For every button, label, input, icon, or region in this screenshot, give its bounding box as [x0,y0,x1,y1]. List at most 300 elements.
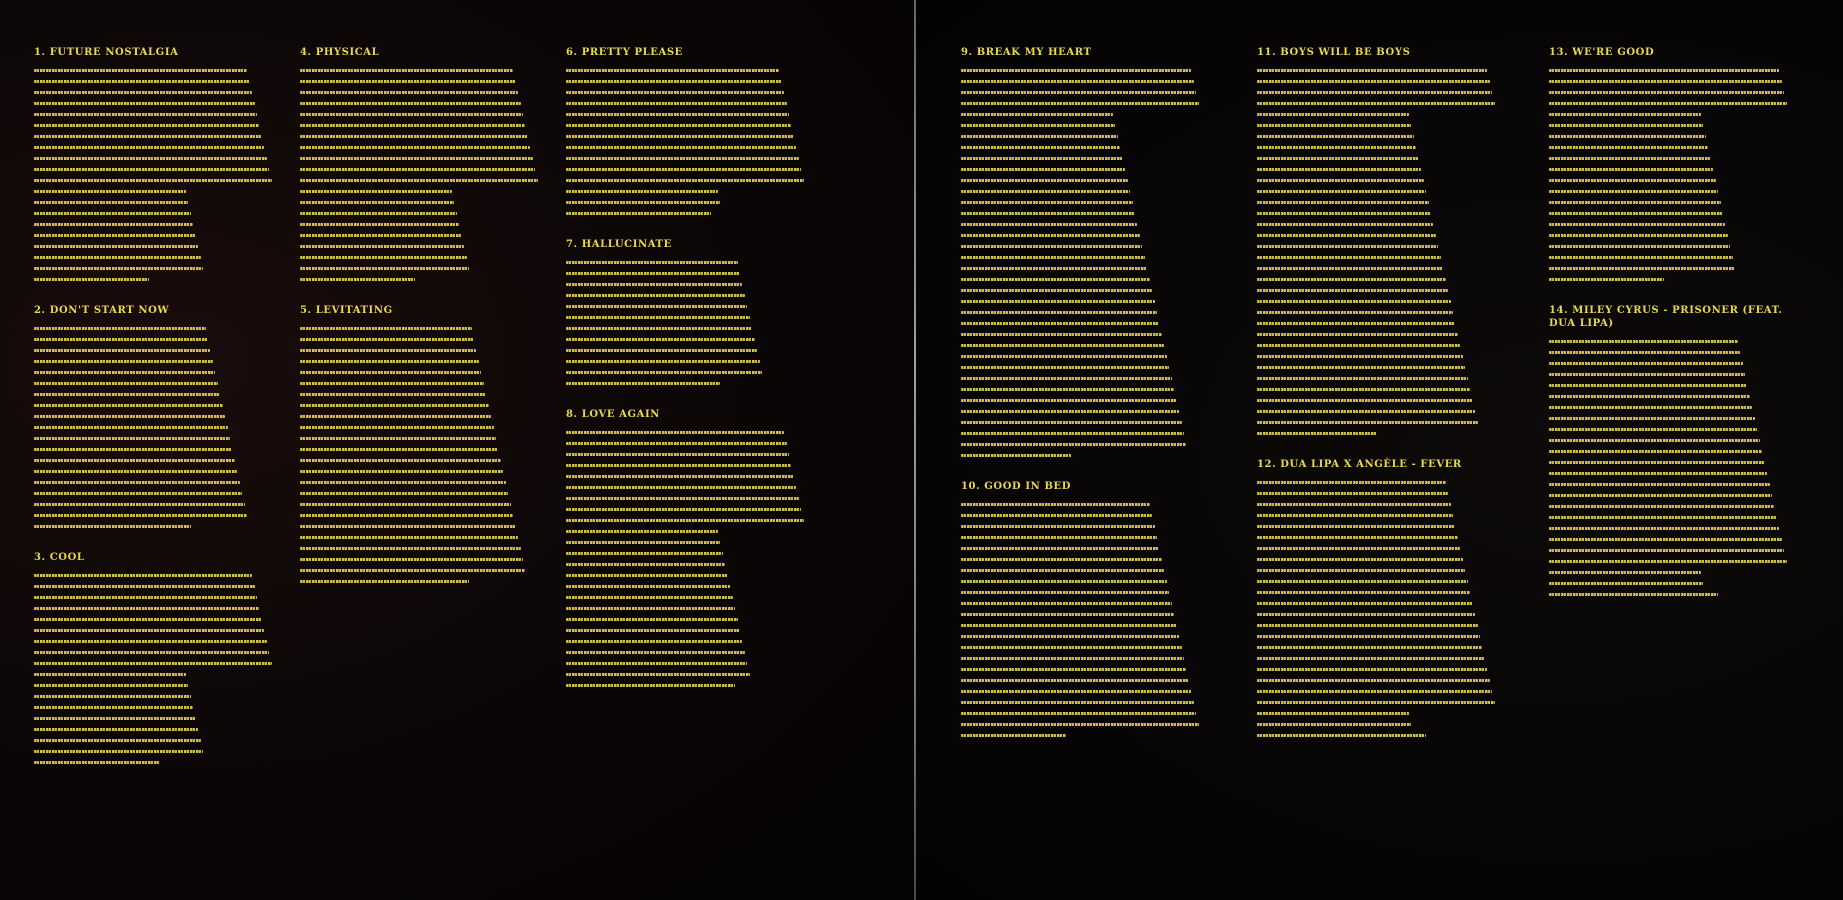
credit-line [34,478,279,487]
credit-line [300,566,545,575]
credit-line [34,220,279,229]
credit-line [1549,143,1794,152]
credit-line [1257,352,1502,361]
credit-line [1549,176,1794,185]
credit-line [34,456,279,465]
credit-line [566,538,811,547]
credit-line [34,132,279,141]
credit-line [300,275,545,284]
credit-line [961,275,1206,284]
credit-line [961,352,1206,361]
credit-line [34,143,279,152]
credit-line [566,582,811,591]
credit-line [1257,522,1502,531]
credit-line [961,253,1206,262]
credit-line [34,703,279,712]
left-column-1 [34,46,279,787]
credit-line [1257,308,1502,317]
credit-line [300,379,545,388]
track-title: 3. COOL [34,552,85,563]
credit-lines [300,66,545,284]
credit-lines [961,500,1206,740]
credit-line [300,335,545,344]
credit-line [34,626,279,635]
credit-line [961,687,1206,696]
credit-line [961,66,1206,75]
credit-line [1257,198,1502,207]
credit-line [961,165,1206,174]
credit-line [1257,533,1502,542]
credit-line [1549,370,1794,379]
credit-line [961,588,1206,597]
credit-line [566,494,811,503]
credit-line [961,407,1206,416]
credit-line [34,357,279,366]
credit-line [1257,88,1502,97]
credit-line [1257,489,1502,498]
credit-line [1257,643,1502,652]
credit-line [34,522,279,531]
credit-line [566,280,811,289]
credit-line [300,198,545,207]
credit-line [1549,458,1794,467]
credit-line [1549,469,1794,478]
track-title: 11. BOYS WILL BE BOYS [1257,47,1411,58]
credit-line [1549,209,1794,218]
credit-line [566,132,811,141]
credit-line [961,632,1206,641]
credit-line [1257,77,1502,86]
credit-line [566,527,811,536]
credit-line [961,599,1206,608]
credit-line [1257,209,1502,218]
left-column-2 [300,46,545,606]
credit-line [961,676,1206,685]
credit-line [34,401,279,410]
track-title: 8. LOVE AGAIN [566,409,661,420]
credit-line [1549,414,1794,423]
credit-line [1257,220,1502,229]
credit-line [34,275,279,284]
credit-line [961,511,1206,520]
credit-line [34,88,279,97]
credit-line [300,368,545,377]
credit-line [1257,709,1502,718]
track-title: 5. LEVITATING [300,305,393,316]
credit-line [566,110,811,119]
credit-line [34,445,279,454]
credit-line [961,99,1206,108]
credit-line [1549,264,1794,273]
credit-line [1257,143,1502,152]
credit-line [961,451,1206,460]
credit-line [961,319,1206,328]
credit-line [566,302,811,311]
credit-line [961,533,1206,542]
credit-line [1257,286,1502,295]
credit-line [566,66,811,75]
credit-line [34,154,279,163]
credit-line [961,643,1206,652]
credit-line [961,143,1206,152]
credit-line [1549,231,1794,240]
credit-line [566,313,811,322]
credit-line [566,187,811,196]
credit-line [1549,242,1794,251]
credit-line [34,121,279,130]
credit-lines [1549,66,1794,284]
credit-line [961,187,1206,196]
credit-line [961,297,1206,306]
credit-line [34,648,279,657]
track-credits [34,46,279,284]
credit-line [34,571,279,580]
credit-line [961,132,1206,141]
credit-line [300,434,545,443]
credit-line [1257,154,1502,163]
credit-line [34,253,279,262]
right-column-1 [961,46,1206,760]
credit-line [34,511,279,520]
credit-line [1257,698,1502,707]
credit-lines [1549,337,1794,599]
credit-line [566,593,811,602]
credit-line [566,209,811,218]
credit-line [1257,511,1502,520]
credit-line [961,231,1206,240]
credit-line [566,516,811,525]
credit-line [566,269,811,278]
credit-line [1549,121,1794,130]
credit-line [1257,544,1502,553]
credit-line [961,121,1206,130]
credit-line [1257,264,1502,273]
credit-line [566,648,811,657]
credit-line [1257,297,1502,306]
credit-line [961,665,1206,674]
credit-line [961,555,1206,564]
credit-line [1257,478,1502,487]
credit-line [1257,121,1502,130]
credit-line [1257,110,1502,119]
credit-line [1549,491,1794,500]
credit-line [34,165,279,174]
track-credits [34,304,279,531]
credit-line [566,379,811,388]
credit-line [300,187,545,196]
credit-line [34,412,279,421]
credit-line [34,324,279,333]
credit-line [566,626,811,635]
credit-line [961,264,1206,273]
credit-line [300,176,545,185]
credit-line [1257,330,1502,339]
track-title: 14. MILEY CYRUS - PRISONER (FEAT. DUA LIPA) [1549,305,1783,329]
credit-line [1549,590,1794,599]
right-page [915,0,1843,900]
credit-line [961,341,1206,350]
credit-line [566,571,811,580]
credit-line [961,308,1206,317]
credit-line [34,77,279,86]
credit-line [300,66,545,75]
credit-line [34,99,279,108]
credit-line [566,637,811,646]
credit-line [34,747,279,756]
credit-line [300,231,545,240]
credit-line [961,77,1206,86]
credit-line [34,758,279,767]
credit-line [1549,425,1794,434]
credit-line [1257,500,1502,509]
credit-line [34,66,279,75]
credit-line [566,670,811,679]
credit-line [961,88,1206,97]
credit-line [1257,665,1502,674]
credit-line [1549,198,1794,207]
credit-line [1257,341,1502,350]
credit-line [300,242,545,251]
credit-line [300,412,545,421]
credit-line [300,253,545,262]
credit-line [1257,275,1502,284]
credit-line [300,88,545,97]
credit-line [300,132,545,141]
track-title: 7. HALLUCINATE [566,239,672,250]
credit-line [1257,632,1502,641]
credit-line [961,440,1206,449]
credit-line [1257,231,1502,240]
credit-line [34,692,279,701]
credit-lines [566,258,811,388]
track-credits [566,46,811,218]
credit-line [1549,165,1794,174]
credit-line [961,654,1206,663]
credit-line [1257,687,1502,696]
credit-line [34,379,279,388]
credit-line [1257,720,1502,729]
credit-line [1549,187,1794,196]
credit-lines [961,66,1206,460]
credit-line [34,489,279,498]
credit-line [300,577,545,586]
credit-line [961,110,1206,119]
credit-line [34,264,279,273]
credit-line [566,368,811,377]
credit-line [566,615,811,624]
credit-line [961,720,1206,729]
credit-line [961,286,1206,295]
credit-line [1549,436,1794,445]
track-title: 13. WE'RE GOOD [1549,47,1655,58]
credit-line [566,154,811,163]
credit-line [1549,535,1794,544]
credit-line [566,99,811,108]
credit-line [961,154,1206,163]
credit-line [300,423,545,432]
credit-line [34,242,279,251]
credit-line [961,610,1206,619]
credit-line [566,450,811,459]
credit-line [34,209,279,218]
credit-line [34,187,279,196]
credit-line [34,390,279,399]
credit-line [1549,110,1794,119]
credit-line [961,418,1206,427]
credit-line [566,77,811,86]
credit-line [300,500,545,509]
credit-line [1257,99,1502,108]
track-credits [566,408,811,690]
credit-line [1549,275,1794,284]
credit-line [1257,242,1502,251]
track-title: 1. FUTURE NOSTALGIA [34,47,179,58]
credit-line [566,324,811,333]
credit-line [34,604,279,613]
credit-line [1257,676,1502,685]
credit-lines [566,66,811,218]
right-column-2 [1257,46,1502,760]
credit-line [34,681,279,690]
credit-line [300,357,545,366]
credit-line [1549,502,1794,511]
credit-lines [34,66,279,284]
track-credits [300,46,545,284]
credit-line [1549,579,1794,588]
credit-line [1549,220,1794,229]
credit-line [34,714,279,723]
credit-line [1257,66,1502,75]
credit-line [566,604,811,613]
credit-line [566,549,811,558]
right-column-3 [1549,46,1794,619]
track-title: 9. BREAK MY HEART [961,47,1092,58]
credit-line [34,423,279,432]
credit-line [300,489,545,498]
credit-line [34,434,279,443]
track-credits [961,46,1206,460]
credit-line [34,637,279,646]
credit-line [300,77,545,86]
credit-line [300,478,545,487]
credit-line [1549,447,1794,456]
credit-line [1257,396,1502,405]
credit-line [1257,176,1502,185]
credit-line [34,176,279,185]
credit-line [34,368,279,377]
credit-line [1257,407,1502,416]
credit-line [300,220,545,229]
track-credits [1257,46,1502,438]
credit-line [300,209,545,218]
credit-lines [1257,478,1502,740]
credit-line [961,429,1206,438]
credit-line [961,396,1206,405]
credit-line [961,544,1206,553]
credit-line [300,511,545,520]
credit-line [961,330,1206,339]
credit-lines [34,324,279,531]
credit-line [300,121,545,130]
credit-line [300,143,545,152]
credit-line [1549,557,1794,566]
credit-line [34,593,279,602]
credit-line [300,99,545,108]
credit-line [1257,610,1502,619]
credit-line [566,176,811,185]
credit-line [1549,66,1794,75]
credit-line [961,363,1206,372]
credit-line [1257,165,1502,174]
credit-lines [566,428,811,690]
credit-line [961,198,1206,207]
credit-line [961,242,1206,251]
credit-line [961,698,1206,707]
credit-lines [300,324,545,586]
credit-line [566,505,811,514]
credit-line [1549,348,1794,357]
credit-line [34,231,279,240]
credit-line [566,335,811,344]
credit-line [566,472,811,481]
credit-line [1257,588,1502,597]
credit-line [1549,524,1794,533]
credit-line [1257,599,1502,608]
credit-line [566,461,811,470]
credit-line [961,709,1206,718]
credit-line [1257,731,1502,740]
credit-line [34,582,279,591]
credit-line [34,335,279,344]
credit-line [566,258,811,267]
credit-line [1257,187,1502,196]
credit-line [300,165,545,174]
credit-line [1549,381,1794,390]
credit-line [300,522,545,531]
track-credits [1549,46,1794,284]
credit-line [1549,77,1794,86]
credit-line [300,544,545,553]
credit-line [300,346,545,355]
credit-line [1257,319,1502,328]
track-credits [34,551,279,767]
track-credits [1549,304,1794,599]
credit-line [1549,568,1794,577]
credit-line [300,110,545,119]
credit-line [1549,154,1794,163]
credit-line [961,176,1206,185]
credit-line [1549,403,1794,412]
credit-line [1549,132,1794,141]
credit-line [961,522,1206,531]
left-page [0,0,915,900]
credit-line [34,110,279,119]
credit-line [961,566,1206,575]
credit-line [566,165,811,174]
credit-line [1257,374,1502,383]
credit-line [566,121,811,130]
credit-line [1257,555,1502,564]
credit-line [34,725,279,734]
credit-line [1549,513,1794,522]
credit-line [1549,359,1794,368]
credit-line [300,555,545,564]
credit-line [300,390,545,399]
credit-line [34,198,279,207]
credit-line [34,736,279,745]
credit-line [566,88,811,97]
credit-line [300,264,545,273]
